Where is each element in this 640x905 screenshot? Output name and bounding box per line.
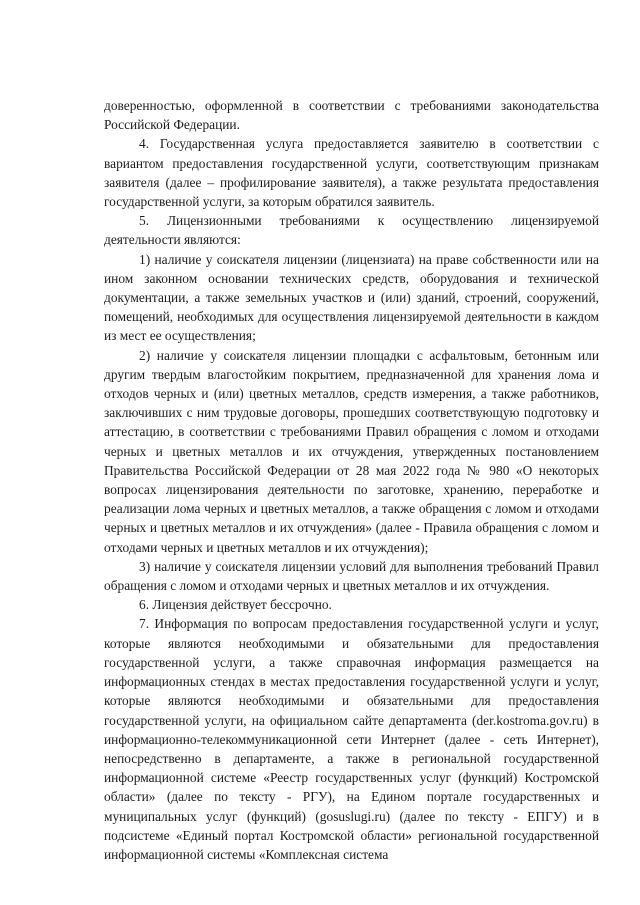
paragraph-item-4: 4. Государственная услуга предоставляется заявителю в соответствии с вариантом предоставления государственной услуги, соответствующим признакам заявителя (далее – профилирование заявителя), а также результата предоставления государственной услуги, за которым обратился заявитель. — [104, 136, 599, 210]
paragraph-item-6: 6. Лицензия действует бессрочно. — [139, 597, 332, 613]
paragraph-item-5: 5. Лицензионными требованиями к осуществлению лицензируемой деятельности являются: — [104, 213, 599, 248]
paragraph-item-7: 7. Информация по вопросам предоставления государственной услуги и услуг, которые являются необходимыми и обязательными для предоставления государственной услуги, а также справочная информация размещается на информационных стендах в местах предоставления государственной услуги и услуг, которые являются необходимыми и обязательными для предоставления государственной услуги, на официальном сайте департамента (der.kostroma.gov.ru) в информационно-телекоммуникационной сети Интернет (далее - сеть Интернет), непосредственно в департаменте, а также в региональной государственной информационной системе «Реестр государственных услуг (функций) Костромской области» (далее по тексту - РГУ), на Едином портале государственных и муниципальных услуг (функций) (gosuslugi.ru) (далее по тексту - ЕПГУ) и в подсистеме «Единый портал Костромской области» региональной государственной информационной системы «Комплексная система — [104, 616, 599, 862]
paragraph-item-5-1: 1) наличие у соискателя лицензии (лицензиата) на праве собственности или на ином законном основании технических средств, оборудования и технической документации, а также земельных участков и (или) зданий, строений, сооружений, помещений, необходимых для осуществления лицензируемой деятельности в каждом из мест ее осуществления; — [104, 251, 599, 344]
document-page — [104, 96, 599, 864]
paragraph-item-5-3: 3) наличие у соискателя лицензии условий для выполнения требований Правил обращения с ломом и отходами черных и цветных металлов и их отчуждения. — [104, 558, 599, 594]
paragraph-continuation: доверенностью, оформленной в соответствии с требованиями законодательства Российской Федерации. — [104, 98, 599, 133]
paragraph-item-5-2: 2) наличие у соискателя лицензии площадки с асфальтовым, бетонным или другим твердым влагостойким покрытием, предназначенной для хранения лома и отходов черных и (или) цветных металлов, средств измерения, а также работников, заключивших с ним трудовые договоры, прошедших соответствующую подготовку и аттестацию, в соответствии с требованиями Правил обращения с ломом и отходами черных и цветных металлов и их отчуждения, утвержденных постановлением Правительства Российской Федерации от 28 мая 2022 года № 980 «О некоторых вопросах лицензирования деятельности по заготовке, хранению, переработке и реализации лома черных и цветных металлов, а также обращения с ломом и отходами черных и цветных металлов и их отчуждения» (далее - Правила обращения с ломом и отходами черных и цветных металлов и их отчуждения); — [104, 347, 599, 555]
